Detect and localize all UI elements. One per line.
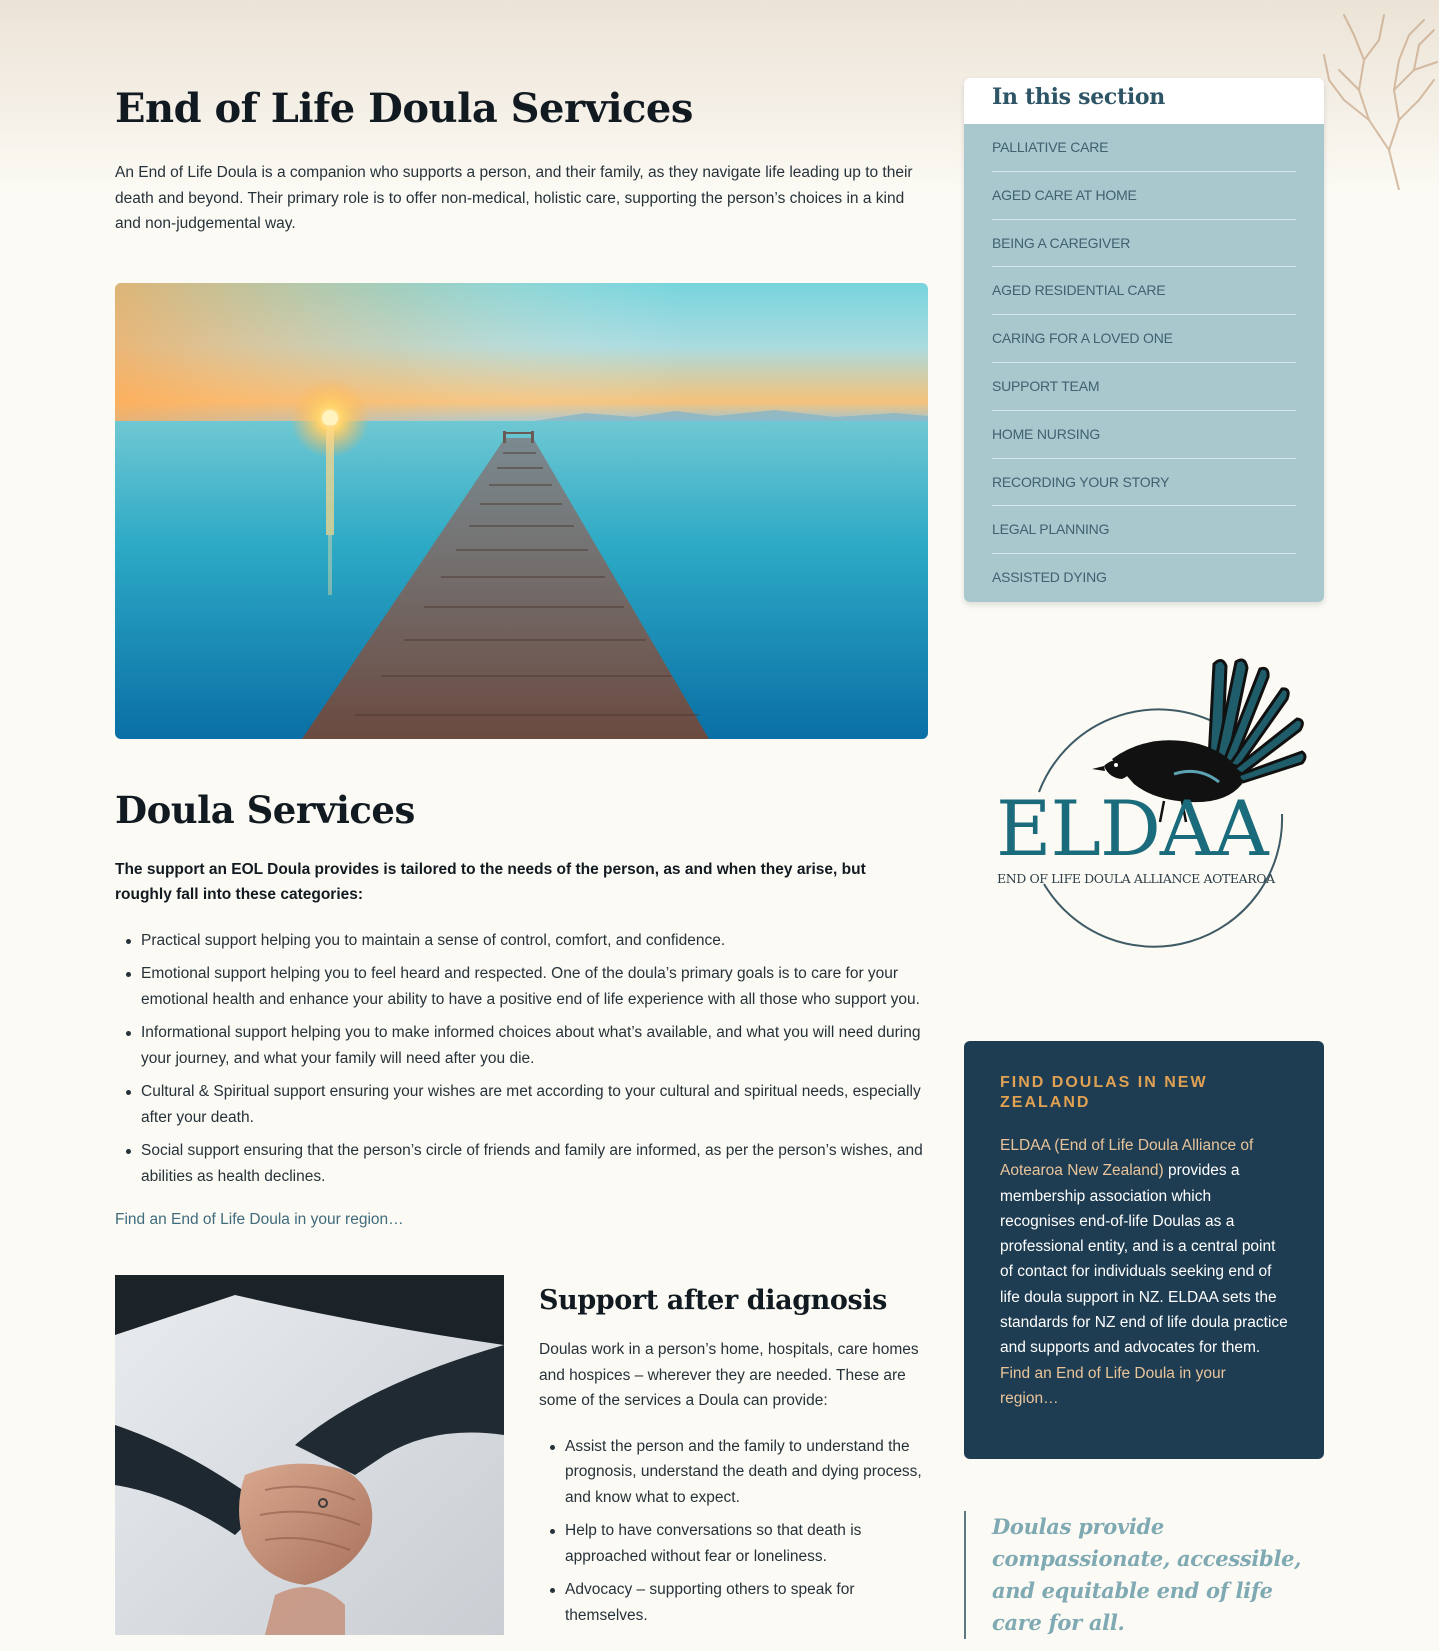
- list-item: Emotional support helping you to feel heard and respected. One of the doula’s primary goals is to care for your emotional health and enhance your ability to have a positive end of life experience with all those who support you.: [141, 961, 928, 1012]
- find-doula-link[interactable]: Find an End of Life Doula in your region…: [115, 1211, 404, 1228]
- list-item: Help to have conversations so that death is approached without fear or loneliness.: [565, 1518, 931, 1569]
- section-nav-title: In this section: [964, 78, 1324, 124]
- nav-item-aged-care-at-home[interactable]: AGED CARE AT HOME: [992, 172, 1296, 220]
- list-item: Practical support helping you to maintain a sense of control, comfort, and confidence.: [141, 928, 928, 954]
- doula-services-title: Doula Services: [115, 787, 415, 832]
- list-item: Social support ensuring that the person’s circle of friends and family are informed, as per the person’s wishes, and abilities as health declines.: [141, 1138, 928, 1189]
- nav-item-being-a-caregiver[interactable]: BEING A CAREGIVER: [992, 220, 1296, 268]
- quote: Doulas provide compassionate, accessible, and equitable end of life care for all.: [964, 1511, 1324, 1639]
- find-doulas-box: [964, 1041, 1324, 1459]
- nav-item-aged-residential-care[interactable]: AGED RESIDENTIAL CARE: [992, 267, 1296, 315]
- page-title: End of Life Doula Services: [115, 85, 693, 132]
- categories-list: [115, 928, 928, 1190]
- nav-item-support-team[interactable]: SUPPORT TEAM: [992, 363, 1296, 411]
- logo-subtitle: END OF LIFE DOULA ALLIANCE AOTEAROA: [997, 871, 1275, 886]
- nav-item-recording-your-story[interactable]: RECORDING YOUR STORY: [992, 459, 1296, 507]
- logo-wordmark: ELDAA: [996, 784, 1268, 873]
- list-item: Advocacy – supporting others to speak for themselves.: [565, 1577, 931, 1628]
- eldaa-logo[interactable]: [964, 644, 1324, 964]
- main-content: [115, 80, 928, 1635]
- hero-pier-image: [115, 283, 928, 739]
- eldaa-highlight: ELDAA (End of Life Doula Alliance of Aotearoa New Zealand): [1000, 1137, 1254, 1180]
- nav-item-home-nursing[interactable]: HOME NURSING: [992, 411, 1296, 459]
- find-doulas-title: FIND DOULAS IN NEW ZEALAND: [1000, 1074, 1208, 1111]
- find-doula-region-link[interactable]: Find an End of Life Doula in your region…: [1000, 1364, 1226, 1407]
- doula-lead: The support an EOL Doula provides is tailored to the needs of the person, as and when they arise, but roughly fall into these categories:: [115, 860, 866, 903]
- list-item: Cultural & Spiritual support ensuring your wishes are met according to your cultural and spiritual needs, especially after your death.: [141, 1079, 928, 1130]
- support-after-diagnosis-intro: Doulas work in a person’s home, hospitals, care homes and hospices – wherever they are needed. These are some of the services a Doula can provide:: [539, 1341, 919, 1409]
- nav-item-legal-planning[interactable]: LEGAL PLANNING: [992, 506, 1296, 554]
- find-doulas-text: provides a membership association which recognises end-of-life Doulas as a professional entity, and is a central point of contact for individuals seeking end of life doula support in NZ. ELDAA sets the standards for NZ end of life doula practice and supports and advocates for them.: [1000, 1162, 1288, 1357]
- services-list: [539, 1434, 931, 1629]
- list-item: Informational support helping you to make informed choices about what’s available, and what you will need during your journey, and what your family will need after you die.: [141, 1020, 928, 1071]
- holding-hands-image: [115, 1275, 504, 1635]
- support-after-diagnosis-section: [115, 1275, 928, 1635]
- section-nav: [964, 78, 1324, 602]
- support-after-diagnosis-title: Support after diagnosis: [539, 1285, 887, 1316]
- list-item: Assist the person and the family to understand the prognosis, understand the death and dying process, and know what to expect.: [565, 1434, 931, 1511]
- nav-item-caring-for-a-loved-one[interactable]: CARING FOR A LOVED ONE: [992, 315, 1296, 363]
- find-doulas-body: [1000, 1133, 1288, 1411]
- nav-item-assisted-dying[interactable]: ASSISTED DYING: [992, 569, 1107, 586]
- intro-paragraph: An End of Life Doula is a companion who supports a person, and their family, as they navigate life leading up to their death and beyond. Their primary role is to offer non-medical, holistic care, supporting the person’s choices in a kind and non-judgemental way.: [115, 164, 913, 232]
- nav-item-palliative-care[interactable]: PALLIATIVE CARE: [992, 124, 1296, 172]
- sidebar: [964, 78, 1324, 1639]
